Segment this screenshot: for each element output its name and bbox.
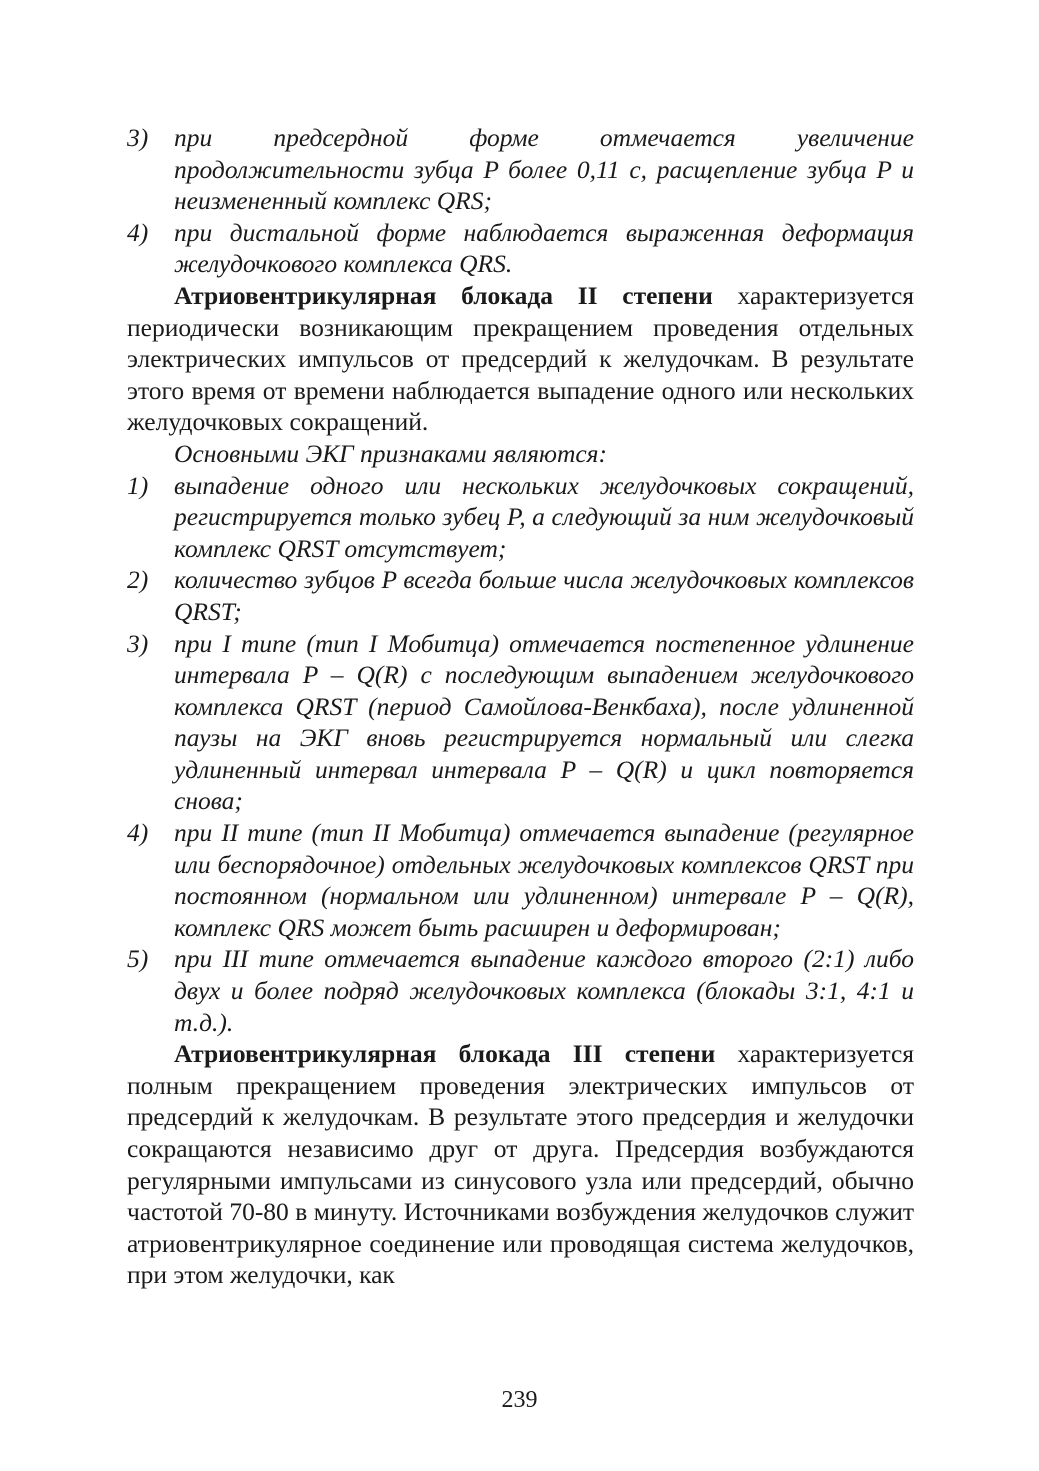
- page-number: 239: [501, 1387, 538, 1413]
- list-item: [127, 628, 914, 818]
- list-item-number: 3): [127, 628, 149, 658]
- list-item-number: 4): [127, 217, 149, 247]
- list-item-text: при I типе (тип I Мобитца) отмечается постепенное удлинение интервала P – Q(R) с последующим выпадением желудочкового комплекса QRST (период Самойлова-Венкбаха), после удлиненной паузы на ЭКГ вновь регистрируется нормальный или слегка удлиненный интервал интервала P – Q(R) и цикл повторяется снова;: [174, 628, 914, 816]
- ecg-signs-lead: Основными ЭКГ признаками являются:: [174, 438, 608, 468]
- paragraph-text: характеризуется полным прекращением проведения электрических импульсов от предсердий к желудочкам. В результате этого предсердия и желудочки сокращаются независимо друг от друга. Предсердия возбуждаются регулярными импульсами из синусового узла или предсердий, обычно частотой 70-80 в минуту. Источниками возбуждения желудочков служит атриовентрикулярное соединение или проводящая система желудочков, при этом желудочки, как: [127, 1039, 914, 1290]
- list-item-text: количество зубцов P всегда больше числа желудочковых комплексов QRST;: [174, 565, 914, 626]
- list-item-text: при предсердной форме отмечается увеличение продолжительности зубца P более 0,11 с, расщепление зубца P и неизмененный комплекс QRS;: [174, 123, 914, 216]
- list-item: [127, 122, 914, 217]
- paragraph-block-iii: [127, 1038, 914, 1291]
- list-item-number: 3): [127, 123, 149, 152]
- list-item-number: 4): [127, 818, 149, 848]
- list-item-number: 5): [127, 944, 149, 974]
- list-item: [127, 564, 914, 627]
- list-item-text: при II типе (тип II Мобитца) отмечается выпадение (регулярное или беспорядочное) отдельных желудочковых комплексов QRST при постоянном (нормальном или удлиненном) интервале P – Q(R), комплекс QRS может быть расширен и деформирован;: [174, 818, 914, 942]
- heading-block-ii: Атриовентрикулярная блокада II степени: [174, 280, 713, 310]
- page-body: [127, 122, 914, 1291]
- list-item-text: выпадение одного или нескольких желудочковых сокращений, регистрируется только зубец P, а следующий за ним желудочковый комплекс QRST отсутствует;: [174, 470, 914, 563]
- paragraph-block-ii: [127, 280, 914, 438]
- paragraph-text: характеризуется периодически возникающим прекращением проведения отдельных электрических импульсов от предсердий к желудочкам. В результате этого время от времени наблюдается выпадение одного или нескольких желудочковых сокращений.: [127, 280, 915, 437]
- ecg-signs-list: [127, 470, 914, 1039]
- list-item-number: 1): [127, 470, 149, 500]
- heading-block-iii: Атриовентрикулярная блокада III степени: [174, 1039, 716, 1069]
- list-item: [127, 943, 914, 1038]
- list-item-text: при III типе отмечается выпадение каждого второго (2:1) либо двух и более подряд желудочковых комплекса (блокады 3:1, 4:1 и т.д.).: [174, 944, 914, 1037]
- list-item: [127, 217, 914, 280]
- list-item-number: 2): [127, 565, 149, 595]
- list-item-text: при дистальной форме наблюдается выраженная деформация желудочкового комплекса QRS.: [174, 217, 914, 279]
- list-item: [127, 470, 914, 565]
- top-list: [127, 122, 914, 280]
- list-item: [127, 817, 914, 943]
